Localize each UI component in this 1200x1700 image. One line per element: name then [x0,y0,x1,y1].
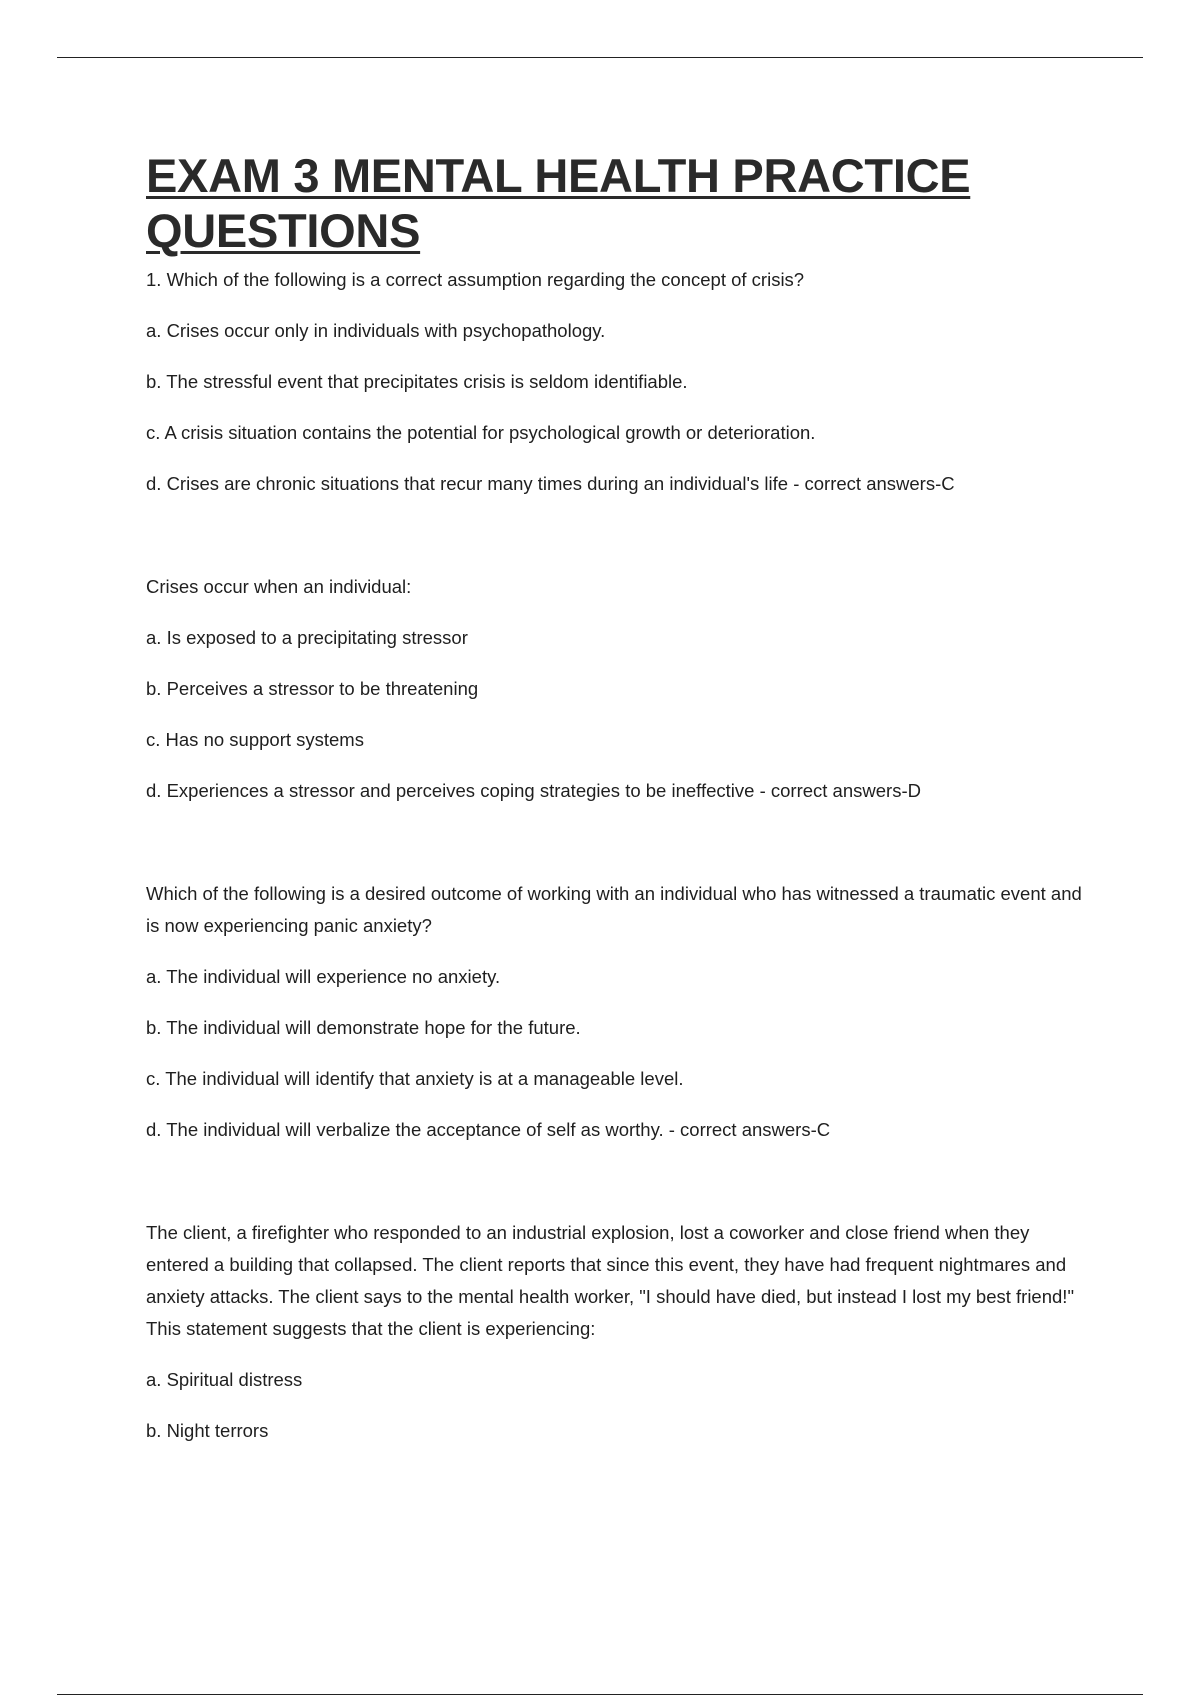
question-text: Crises occur when an individual: [146,576,412,597]
answer-option: b. The stressful event that precipitates crisis is seldom identifiable. [146,371,688,392]
question-text: The client, a firefighter who responded to an industrial explosion, lost a coworker and close friend when they entered a building that collapsed. The client reports that since this event, they have had frequent nightmares and anxiety attacks. The client says to the mental health worker, "I should have died, but instead I lost my best friend!" This statement suggests that the client is experiencing: [146,1222,1075,1339]
question-1 [146,264,1096,500]
answer-option: a. Is exposed to a precipitating stressor [146,627,468,648]
answer-option: d. The individual will verbalize the acceptance of self as worthy. - correct answers-C [146,1119,831,1140]
question-text: 1. Which of the following is a correct assumption regarding the concept of crisis? [146,269,805,290]
answer-option: a. Crises occur only in individuals with psychopathology. [146,320,606,341]
answer-option: d. Experiences a stressor and perceives coping strategies to be ineffective - correct answers-D [146,780,921,801]
answer-option: c. Has no support systems [146,729,364,750]
document-body [146,148,1096,1447]
answer-option: c. A crisis situation contains the potential for psychological growth or deterioration. [146,422,816,443]
answer-option: d. Crises are chronic situations that recur many times during an individual's life - correct answers-C [146,473,955,494]
question-3 [146,878,1096,1146]
question-4 [146,1217,1096,1447]
question-2 [146,571,1096,807]
answer-option: c. The individual will identify that anxiety is at a manageable level. [146,1068,684,1089]
answer-option: a. Spiritual distress [146,1369,303,1390]
answer-option: a. The individual will experience no anxiety. [146,966,501,987]
answer-option: b. Perceives a stressor to be threatening [146,678,479,699]
answer-option: b. Night terrors [146,1420,269,1441]
bottom-rule [57,1694,1143,1695]
document-title: EXAM 3 MENTAL HEALTH PRACTICE QUESTIONS [146,149,971,257]
question-text: Which of the following is a desired outcome of working with an individual who has witnessed a traumatic event and is now experiencing panic anxiety? [146,883,1082,936]
top-rule [57,57,1143,58]
answer-option: b. The individual will demonstrate hope for the future. [146,1017,581,1038]
